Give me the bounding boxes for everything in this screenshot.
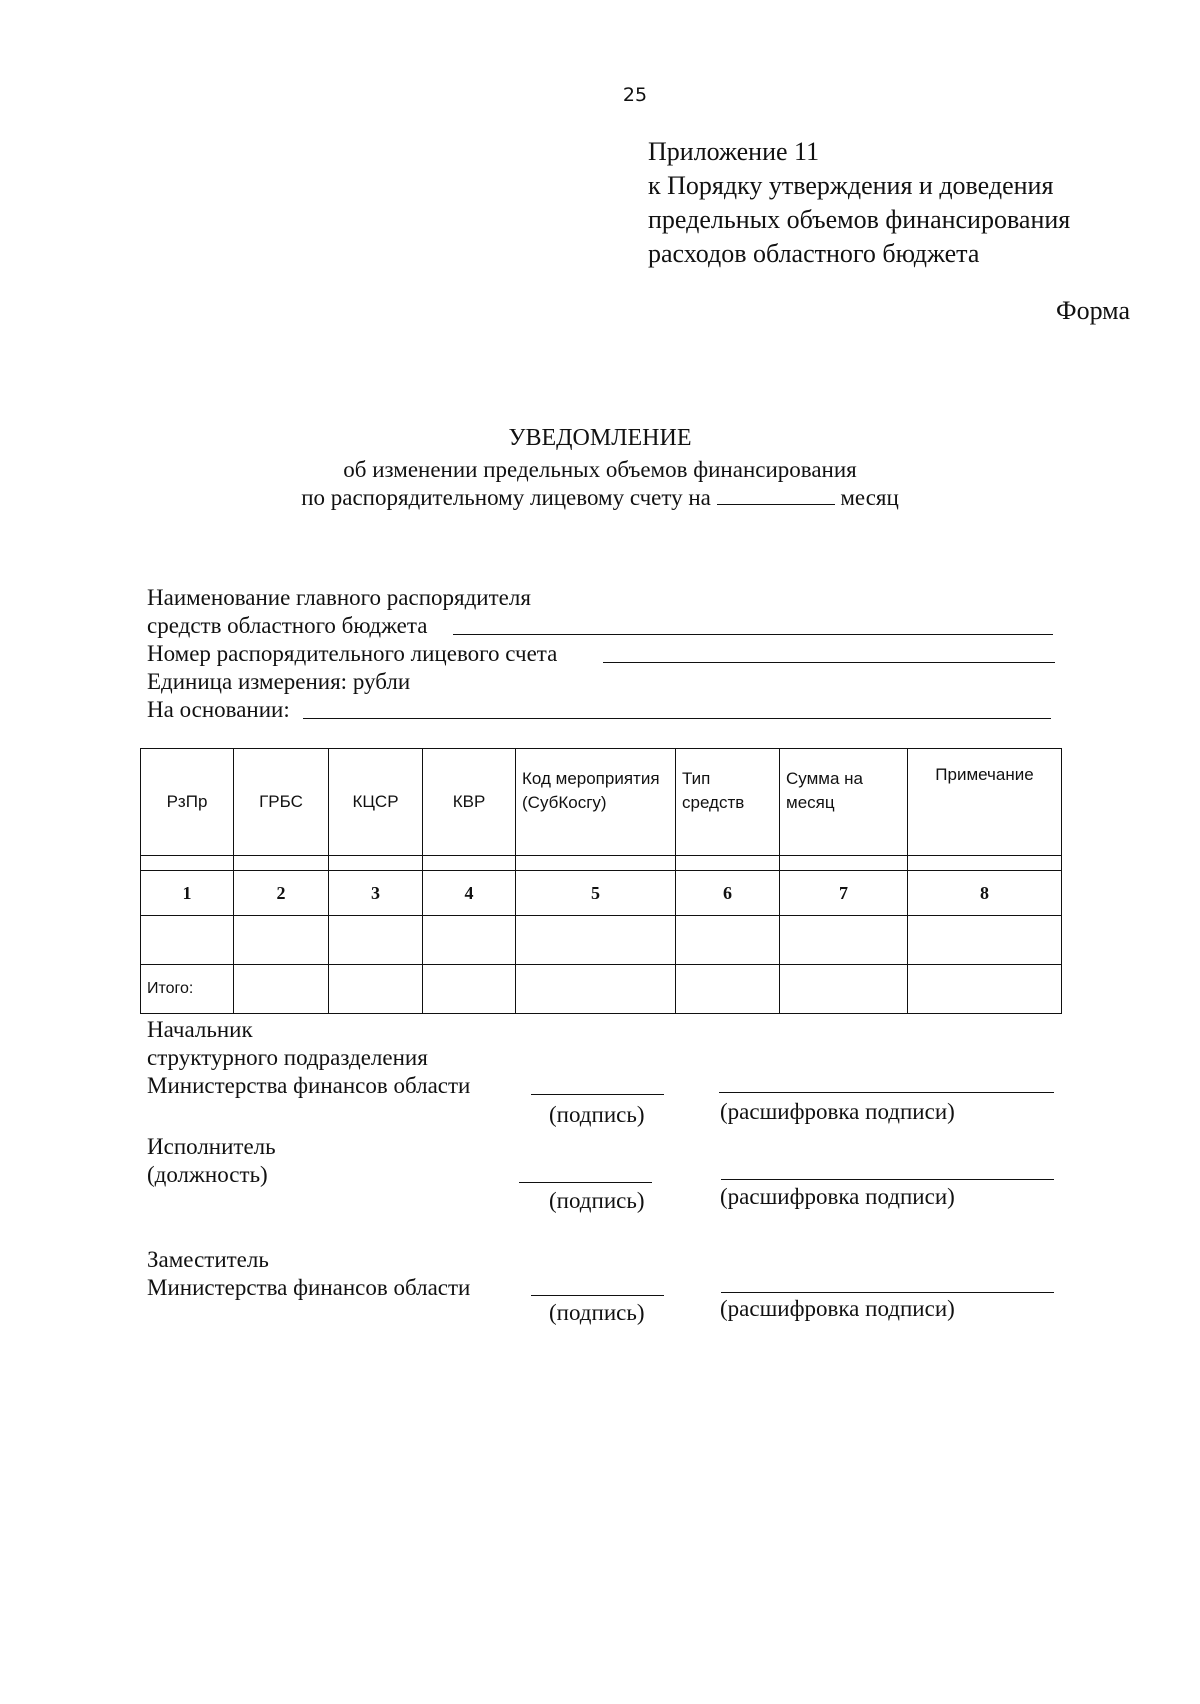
account-number-blank-field[interactable] (603, 662, 1055, 663)
table-number-row (141, 871, 1062, 916)
column-number: 3 (329, 871, 423, 916)
total-label: Итого: (141, 965, 234, 1014)
table-cell[interactable] (908, 965, 1062, 1014)
column-number: 1 (141, 871, 234, 916)
executor-title-line: (должность) (147, 1162, 268, 1187)
header-cell-kcsr: КЦСР (329, 749, 423, 856)
main-manager-label-line1: Наименование главного распорядителя (147, 585, 531, 610)
header-cell-note: Примечание (908, 749, 1062, 856)
funding-table (140, 748, 1062, 1014)
basis-label: На основании: (147, 697, 290, 722)
head-title-line: Начальник (147, 1017, 253, 1042)
table-cell[interactable] (516, 916, 676, 965)
header-cell-grbs: ГРБС (234, 749, 329, 856)
header-cell-kvr: КВР (423, 749, 516, 856)
table-row (141, 916, 1062, 965)
appendix-line: к Порядку утверждения и доведения (648, 171, 1054, 200)
appendix-line: расходов областного бюджета (648, 239, 980, 268)
main-manager-label-line2: средств областного бюджета (147, 613, 428, 638)
header-cell-rzpr: РзПр (141, 749, 234, 856)
page-number: 25 (622, 84, 648, 106)
column-number: 6 (676, 871, 780, 916)
month-blank-field[interactable] (717, 486, 835, 505)
head-signature-field[interactable] (531, 1094, 664, 1095)
notice-subtitle-month (0, 485, 1200, 511)
table-cell[interactable] (780, 965, 908, 1014)
header-cell-event-code: Код мероприятия (СубКосгу) (516, 749, 676, 856)
table-total-row (141, 965, 1062, 1014)
table-cell[interactable] (141, 916, 234, 965)
unit-label: Единица измерения: рубли (147, 669, 411, 694)
table-header-row (141, 749, 1062, 856)
executor-signatory (147, 1133, 276, 1189)
notice-subtitle-suffix: месяц (840, 485, 899, 510)
table-gap-row (141, 856, 1062, 871)
executor-decoding-field[interactable] (721, 1179, 1054, 1180)
table-cell[interactable] (234, 965, 329, 1014)
notice-title: УВЕДОМЛЕНИЕ (508, 425, 692, 451)
appendix-line: Приложение 11 (648, 137, 820, 166)
form-label: Форма (1056, 296, 1130, 325)
column-number: 5 (516, 871, 676, 916)
deputy-decoding-field[interactable] (721, 1292, 1054, 1293)
table-cell[interactable] (329, 965, 423, 1014)
executor-signature-field[interactable] (519, 1182, 652, 1183)
column-number: 2 (234, 871, 329, 916)
table-cell[interactable] (423, 965, 516, 1014)
head-title-line: Министерства финансов области (147, 1073, 471, 1098)
table-cell[interactable] (329, 916, 423, 965)
table-cell[interactable] (908, 916, 1062, 965)
head-title-line: структурного подразделения (147, 1045, 428, 1070)
table-cell[interactable] (423, 916, 516, 965)
table-cell[interactable] (676, 916, 780, 965)
deputy-title-line: Заместитель (147, 1247, 269, 1272)
deputy-signatory (147, 1246, 470, 1302)
notice-subtitle-prefix: по распорядительному лицевому счету на (301, 485, 711, 510)
head-decoding-field[interactable] (719, 1092, 1054, 1093)
decoding-caption: (расшифровка подписи) (720, 1099, 955, 1124)
signature-caption: (подпись) (549, 1188, 645, 1213)
header-cell-month-sum: Сумма на месяц (780, 749, 908, 856)
table-cell[interactable] (676, 965, 780, 1014)
header-cell-funds-type: Тип средств (676, 749, 780, 856)
funding-grid (140, 748, 1062, 1014)
column-number: 8 (908, 871, 1062, 916)
signature-caption: (подпись) (549, 1300, 645, 1325)
column-number: 7 (780, 871, 908, 916)
basis-blank-field[interactable] (303, 718, 1051, 719)
account-number-label: Номер распорядительного лицевого счета (147, 641, 558, 666)
table-cell[interactable] (516, 965, 676, 1014)
decoding-caption: (расшифровка подписи) (720, 1296, 955, 1321)
deputy-signature-field[interactable] (531, 1295, 664, 1296)
appendix-line: предельных объемов финансирования (648, 205, 1071, 234)
notice-subtitle: об изменении предельных объемов финансирования (343, 457, 857, 482)
head-signatory (147, 1016, 470, 1100)
deputy-title-line: Министерства финансов области (147, 1275, 471, 1300)
table-cell[interactable] (234, 916, 329, 965)
column-number: 4 (423, 871, 516, 916)
decoding-caption: (расшифровка подписи) (720, 1184, 955, 1209)
table-cell[interactable] (780, 916, 908, 965)
main-manager-blank-field[interactable] (453, 634, 1053, 635)
appendix-header (648, 135, 1070, 271)
signature-caption: (подпись) (549, 1102, 645, 1127)
executor-title-line: Исполнитель (147, 1134, 276, 1159)
